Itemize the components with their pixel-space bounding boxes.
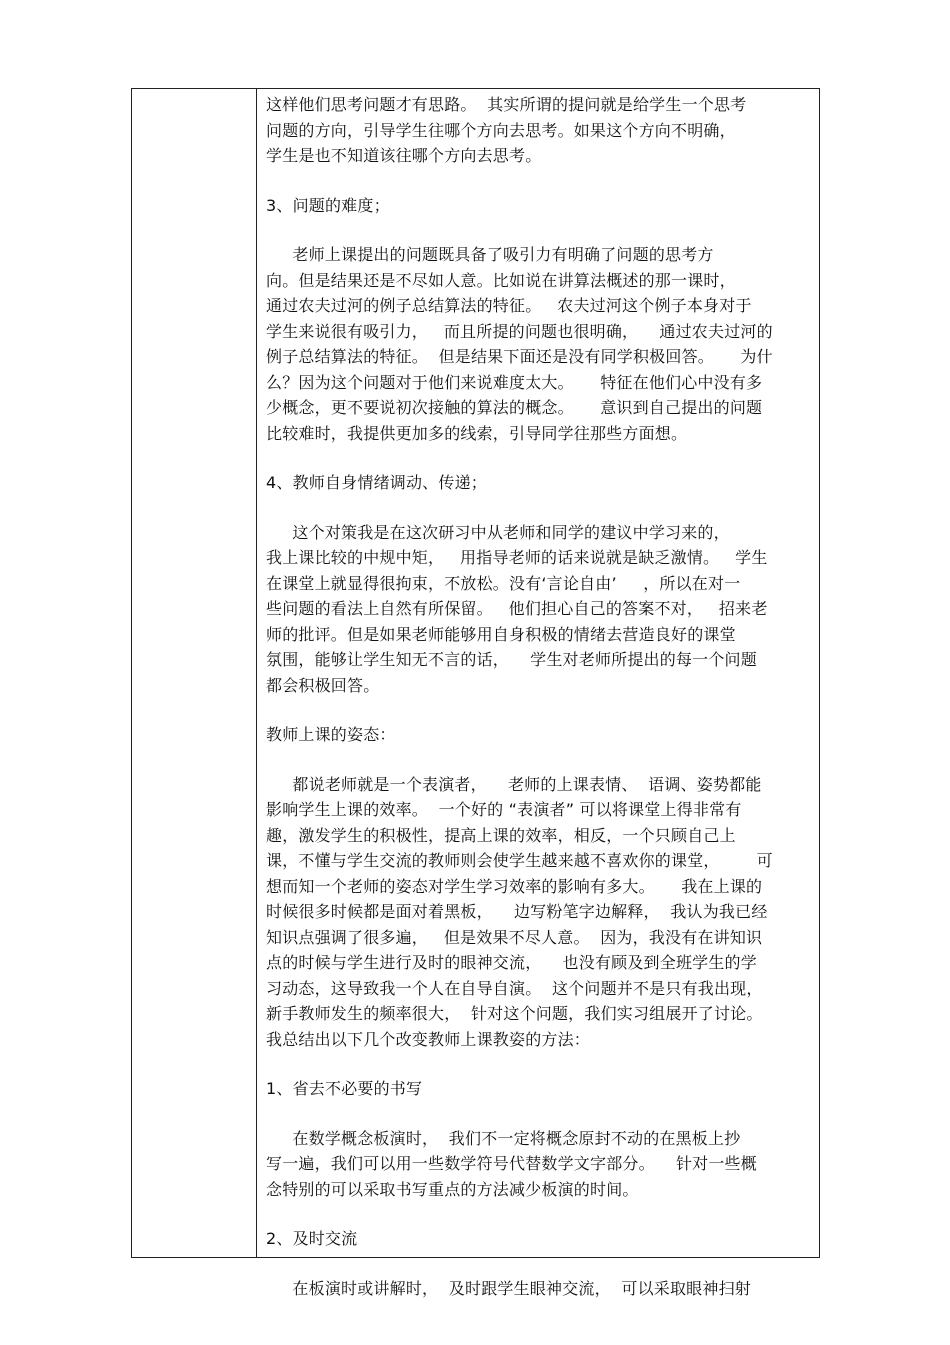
text-line: 我总结出以下几个改变教师上课教姿的方法： [266, 1029, 591, 1049]
text-line: 想而知一个老师的姿态对学生学习效率的影响有多大。 我在上课的 [266, 876, 763, 896]
text-line: 在板演时或讲解时， 及时跟学生眼神交流， 可以采取眼神扫射 [266, 1278, 751, 1298]
paragraph-teacher-emotion [266, 520, 814, 699]
text-line: 这个对策我是在这次研习中从老师和同学的建议中学习来的， [266, 522, 730, 542]
text-line: 这样他们思考问题才有思路。 其实所谓的提问就是给学生一个思考 [266, 95, 747, 114]
text-line: 氛围，能够让学生知无不言的话， 学生对老师所提出的每一个问题 [266, 650, 757, 669]
text-line: 通过农夫过河的例子总结算法的特征。 农夫过河这个例子本身对于 [266, 296, 752, 315]
heading-timely-communication [266, 1226, 814, 1252]
text-line: 老师上课提出的问题既具备了吸引力有明确了问题的思考方 [266, 245, 714, 264]
heading-teacher-emotion [266, 470, 814, 496]
text-line: 在数学概念板演时， 我们不一定将概念原封不动的在黑板上抄 [266, 1128, 741, 1148]
heading-omit-writing [266, 1076, 814, 1102]
text-line: 课，不懂与学生交流的教师则会使学生越来越不喜欢你的课堂， 可 [266, 851, 773, 870]
document-table [131, 88, 820, 1298]
column-divider [256, 89, 257, 1257]
paragraph-teacher-posture [266, 772, 814, 1053]
text-line: 在课堂上就显得很拘束，不放松。没有‘言论自由’ ，所以在对一 [266, 573, 741, 593]
paragraph-timely-communication [266, 1276, 814, 1302]
text-line: 影响学生上课的效率。 一个好的 “表演者” 可以将课堂上得非常有 [266, 800, 742, 819]
text-line: 学生来说很有吸引力， 而且所提的问题也很明确， 通过农夫过河的 [266, 321, 773, 341]
text-line: 师的批评。但是如果老师能够用自身积极的情绪去营造良好的课堂 [266, 624, 736, 644]
text-line: 向。但是结果还是不尽如人意。比如说在讲算法概述的那一课时， [266, 270, 736, 290]
text-line: 习动态，这导致我一个人在自导自演。 这个问题并不是只有我出现， [266, 978, 763, 998]
section-heading: 1、省去不必要的书写 [266, 1079, 423, 1098]
heading-question-difficulty [266, 193, 814, 219]
text-line: 少概念，更不要说初次接触的算法的概念。 意识到自己提出的问题 [266, 398, 763, 417]
text-line: 写一遍，我们可以用一些数学符号代替数学文字部分。 针对一些概 [266, 1154, 757, 1173]
paragraph-omit-writing [266, 1126, 814, 1203]
text-line: 趣，激发学生的积极性，提高上课的效率，相反，一个只顾自己上 [266, 825, 736, 845]
text-line: 时候很多时候都是面对着黑板， 边写粉笔字边解释， 我认为我已经 [266, 902, 768, 921]
text-line: 都会积极回答。 [266, 675, 380, 695]
text-line: 我上课比较的中规中矩， 用指导老师的话来说就是缺乏激情。 学生 [266, 548, 768, 567]
section-heading: 教师上课的姿态： [266, 725, 396, 744]
section-heading: 3、问题的难度； [266, 195, 390, 215]
text-line: 例子总结算法的特征。 但是结果下面还是没有同学积极回答。 为什 [266, 347, 773, 366]
table-content-cell [266, 92, 814, 1301]
heading-teacher-posture [266, 722, 814, 748]
text-line: 么？因为这个问题对于他们来说难度太大。 特征在他们心中没有多 [266, 372, 763, 392]
text-line: 点的时候与学生进行及时的眼神交流， 也没有顾及到全班学生的学 [266, 953, 757, 972]
text-line: 些问题的看法上自然有所保留。 他们担心自己的答案不对， 招来老 [266, 599, 768, 618]
section-heading: 4、教师自身情绪调动、传递； [266, 473, 487, 492]
section-heading: 2、及时交流 [266, 1229, 358, 1248]
text-line: 学生是也不知道该往哪个方向去思考。 [266, 146, 542, 165]
paragraph-question-difficulty [266, 242, 814, 446]
text-line: 念特别的可以采取书写重点的方法减少板演的时间。 [266, 1179, 639, 1199]
text-line: 都说老师就是一个表演者， 老师的上课表情、 语调、姿势都能 [266, 774, 762, 794]
text-line: 比较难时，我提供更加多的线索，引导同学往那些方面想。 [266, 423, 688, 443]
text-line: 知识点强调了很多遍， 但是效果不尽人意。 因为，我没有在讲知识 [266, 927, 763, 947]
paragraph-intro [266, 92, 814, 169]
text-line: 新手教师发生的频率很大， 针对这个问题，我们实习组展开了讨论。 [266, 1004, 763, 1023]
text-line: 问题的方向，引导学生往哪个方向去思考。如果这个方向不明确， [266, 120, 736, 140]
